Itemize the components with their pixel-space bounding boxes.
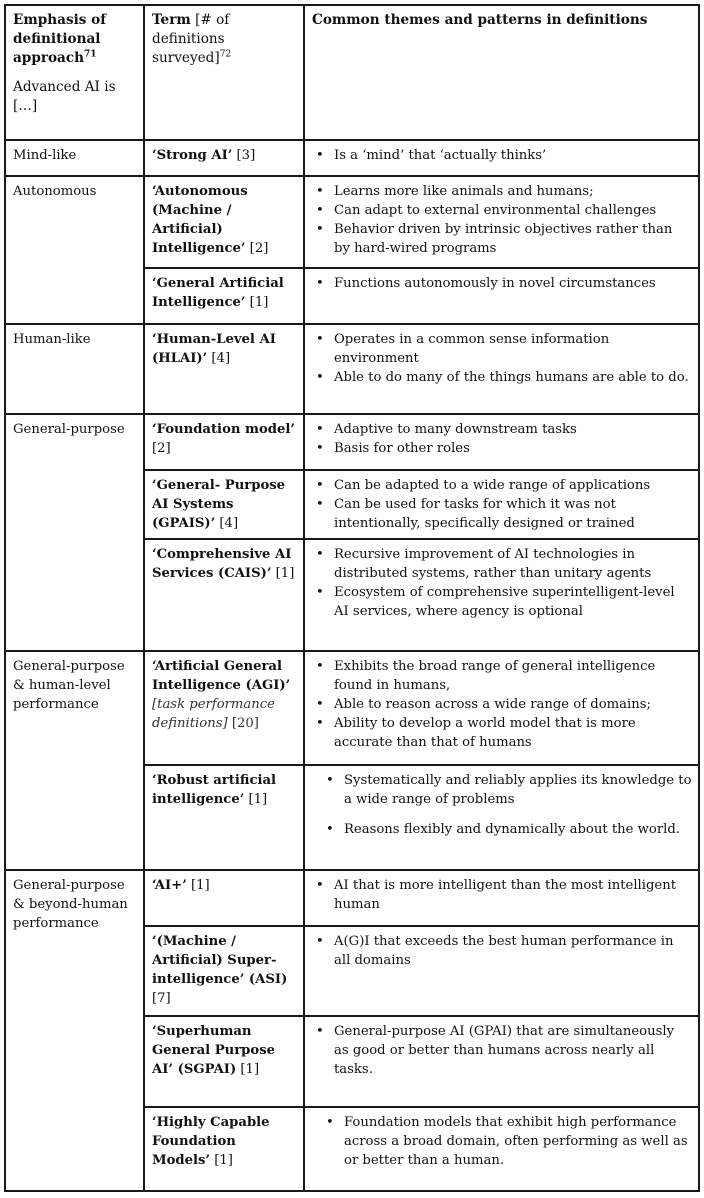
theme-item: • Able to reason across a wide range of domains; <box>312 695 692 714</box>
term-note <box>152 695 297 733</box>
emphasis-cell: Mind-like <box>5 140 144 176</box>
term-name: ‘Robust artificial intelligence’ <box>152 772 277 807</box>
theme-item: • Foundation models that exhibit high performance across a broad domain, often performing as well as or better than a human. <box>322 1113 692 1170</box>
term-name: ‘AI+’ <box>152 877 187 893</box>
table-row <box>5 870 699 926</box>
theme-item: • General-purpose AI (GPAI) that are simultaneously as good or better than humans across nearly all tasks. <box>312 1022 692 1079</box>
themes-cell <box>304 1016 699 1107</box>
term-cell <box>144 324 304 414</box>
themes-cell <box>304 414 699 470</box>
emphasis-cell: Autonomous <box>5 176 144 324</box>
footnote-ref-72: 72 <box>219 49 232 60</box>
themes-cell <box>304 140 699 176</box>
themes-cell <box>304 539 699 651</box>
theme-item: • Able to do many of the things humans are able to do. <box>312 368 692 387</box>
definitions-table <box>4 4 700 1192</box>
theme-item: • AI that is more intelligent than the most intelligent human <box>312 876 692 914</box>
term-count: [1] <box>245 295 269 311</box>
themes-cell <box>304 765 699 870</box>
term-name: ‘Autonomous (Machine / Artificial) Intelligence’ <box>152 184 248 257</box>
term-cell <box>144 1107 304 1191</box>
theme-item: • Learns more like animals and humans; <box>312 182 692 201</box>
term-cell <box>144 268 304 324</box>
footnote-ref-71: 71 <box>84 49 97 60</box>
theme-item: • Reasons flexibly and dynamically about the world. <box>322 820 692 839</box>
term-name: ‘(Machine / Artificial) Super- intelligence’ (ASI) <box>152 933 288 987</box>
theme-item: • Can be used for tasks for which it was not intentionally, specifically designed or trained <box>312 495 692 533</box>
theme-item: • Functions autonomously in novel circumstances <box>312 274 692 293</box>
theme-item: • Basis for other roles <box>312 439 692 458</box>
themes-cell <box>304 926 699 1016</box>
term-cell <box>144 651 304 764</box>
term-count: [2] <box>152 441 171 457</box>
term-cell <box>144 140 304 176</box>
header-emphasis-title: Emphasis of definitional approach <box>13 12 107 66</box>
term-name: ‘General- Purpose AI Systems (GPAIS)’ <box>152 477 286 531</box>
term-count: [4] <box>207 351 231 367</box>
header-term-subtitle: [# of definitions surveyed] <box>152 12 230 66</box>
theme-item: • Ecosystem of comprehensive superintelligent-level AI services, where agency is optional <box>312 583 692 621</box>
term-count: [3] <box>232 147 256 163</box>
themes-cell <box>304 651 699 764</box>
table-row <box>5 414 699 470</box>
theme-item: • A(G)I that exceeds the best human performance in all domains <box>312 932 692 970</box>
term-note-text: [task performance definitions] <box>152 697 275 732</box>
term-count: [1] <box>244 791 268 807</box>
theme-item: • Exhibits the broad range of general intelligence found in humans, <box>312 657 692 695</box>
term-cell <box>144 765 304 870</box>
theme-item: • Recursive improvement of AI technologies in distributed systems, rather than unitary agents <box>312 545 692 583</box>
term-name: ‘General Artificial Intelligence’ <box>152 276 284 311</box>
theme-item: • Ability to develop a world model that is more accurate than that of humans <box>312 714 692 752</box>
header-term-title: Term <box>152 12 191 28</box>
term-name: ‘Superhuman General Purpose AI’ (SGPAI) <box>152 1023 276 1077</box>
term-name: ‘Artificial General Intelligence (AGI)’ <box>152 659 291 694</box>
theme-item: • Behavior driven by intrinsic objectives rather than by hard-wired programs <box>312 220 692 258</box>
term-cell <box>144 539 304 651</box>
term-count: [1] <box>236 1061 260 1077</box>
term-cell <box>144 414 304 470</box>
header-emphasis-subtitle: Advanced AI is […] <box>13 79 116 114</box>
themes-cell <box>304 1107 699 1191</box>
term-cell <box>144 176 304 268</box>
emphasis-cell: General-purpose <box>5 414 144 651</box>
term-count: [7] <box>152 990 171 1006</box>
term-name: ‘Highly Capable Foundation Models’ <box>152 1114 270 1168</box>
term-count: [1] <box>271 565 295 581</box>
emphasis-cell: General-purpose & beyond-human performance <box>5 870 144 1191</box>
theme-item: • Can adapt to external environmental challenges <box>312 201 692 220</box>
term-cell <box>144 470 304 539</box>
table-row <box>5 140 699 176</box>
theme-item: • Can be adapted to a wide range of applications <box>312 476 692 495</box>
term-count: [4] <box>215 515 239 531</box>
themes-cell <box>304 268 699 324</box>
theme-item: • Systematically and reliably applies its knowledge to a wide range of problems <box>322 771 692 809</box>
term-cell <box>144 926 304 1016</box>
term-count: [2] <box>245 241 269 257</box>
themes-cell <box>304 470 699 539</box>
header-term <box>144 5 304 140</box>
themes-cell <box>304 870 699 926</box>
table-row <box>5 324 699 414</box>
themes-cell <box>304 324 699 414</box>
theme-item: • Adaptive to many downstream tasks <box>312 420 692 439</box>
term-count: [1] <box>210 1152 233 1168</box>
emphasis-cell: General-purpose & human-level performance <box>5 651 144 870</box>
header-row <box>5 5 699 140</box>
term-cell <box>144 1016 304 1107</box>
table-row <box>5 176 699 268</box>
emphasis-cell: Human-like <box>5 324 144 414</box>
term-name: ‘Human-Level AI (HLAI)’ <box>152 332 276 367</box>
term-name: ‘Strong AI’ <box>152 147 233 163</box>
term-name: ‘Comprehensive AI Services (CAIS)’ <box>152 546 292 581</box>
header-themes <box>304 5 699 140</box>
theme-item: • Is a ‘mind’ that ‘actually thinks’ <box>312 146 692 165</box>
table-row <box>5 651 699 764</box>
term-count: [20] <box>227 716 259 732</box>
header-emphasis <box>5 5 144 140</box>
theme-item: • Operates in a common sense information environment <box>312 330 692 368</box>
term-cell <box>144 870 304 926</box>
term-count: [1] <box>186 877 210 893</box>
themes-cell <box>304 176 699 268</box>
term-name: ‘Foundation model’ <box>152 422 296 438</box>
header-themes-title: Common themes and patterns in definitions <box>312 12 648 28</box>
